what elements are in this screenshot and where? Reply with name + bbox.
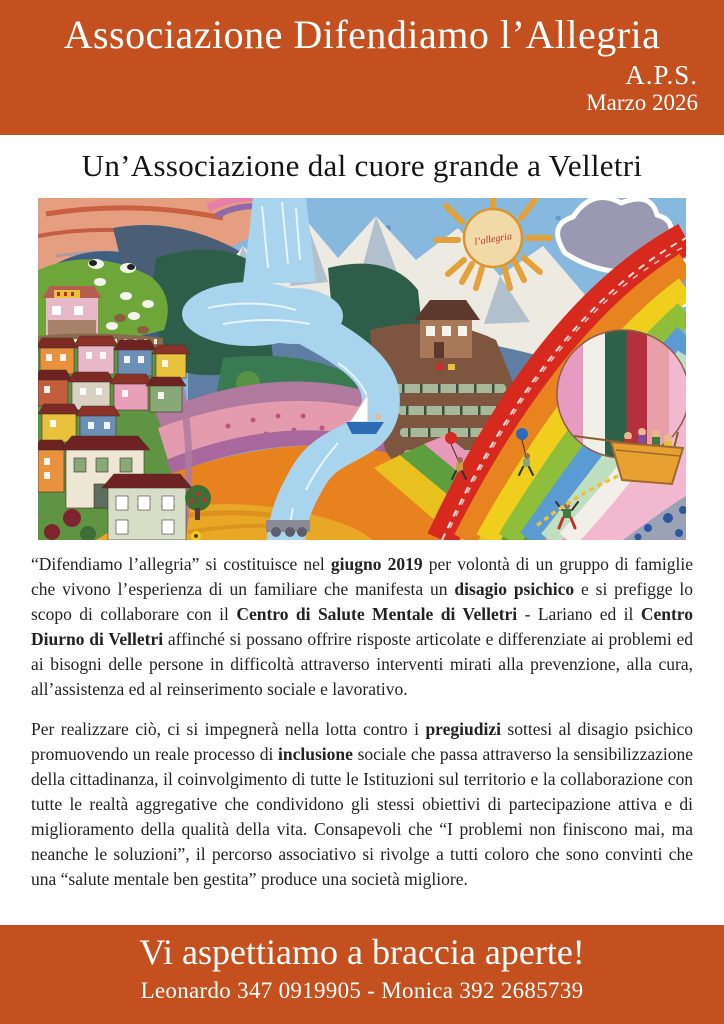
paragraph-1 xyxy=(31,552,693,702)
painting-canvas xyxy=(38,198,686,540)
text-segment: disagio psichico xyxy=(454,579,575,599)
community-painting-image xyxy=(38,198,686,540)
page-title: Un’Associazione dal cuore grande a Velletri xyxy=(81,148,643,183)
text-segment: Centro Diurno di Velletri xyxy=(31,604,693,649)
painting-bridge xyxy=(266,520,310,537)
header-banner xyxy=(0,0,724,135)
text-segment: per volontà di un gruppo di famiglie che vivono l’esperienza di un familiare che manifesta un xyxy=(31,554,694,599)
text-segment: inclusione xyxy=(278,744,353,764)
text-segment: sociale che passa attraverso la sensibilizzazione della cittadinanza, il coinvolgimento di tutte le Istituzioni sul territorio e la collaborazione con tutte le realtà aggregative che condividono gli stessi obiettivi di partecipazione attiva e di miglioramento della qualità della vita. Consapevoli che “I problemi non finiscono mai, ma neanche le soluzioni”, il percorso associativo si rivolge a tutti coloro che sono convinti che una “salute mentale ben gestita” produce una società migliore. xyxy=(31,744,693,889)
aps-label: A.P.S. xyxy=(625,60,698,90)
text-segment: giugno 2019 xyxy=(330,554,423,574)
painting-sun-text: l’allegria xyxy=(473,231,513,248)
contact-info: Leonardo 347 0919905 - Monica 392 2685739 xyxy=(140,978,584,1004)
text-segment: pregiudizi xyxy=(425,719,501,739)
text-segment: “Difendiamo l’allegria” si costituisce nel xyxy=(31,554,331,574)
issue-date: Marzo 2026 xyxy=(586,90,698,116)
text-segment: - Lariano ed il xyxy=(517,604,641,624)
cta-text: Vi aspettiamo a braccia aperte! xyxy=(139,932,585,972)
paragraph-2 xyxy=(31,717,693,892)
text-segment: affinché si possano offrire risposte articolate e differenziate ai problemi ed ai bisogni delle persone in difficoltà attraverso interventi mirati alla prevenzione, alla cura, all’assistenza ed al reinserimento sociale e lavorativo. xyxy=(31,629,693,699)
text-segment: e si prefigge lo scopo di collaborare con il xyxy=(31,579,693,624)
text-segment: sottesi al disagio psichico promuovendo un reale processo di xyxy=(31,719,694,764)
text-segment: Per realizzare ciò, ci si impegnerà nella lotta contro i xyxy=(31,719,426,739)
body-text xyxy=(0,552,724,892)
text-segment: Centro di Salute Mentale di Velletri xyxy=(236,604,518,624)
association-title: Associazione Difendiamo l’Allegria xyxy=(63,12,661,57)
footer-banner xyxy=(0,925,724,1024)
